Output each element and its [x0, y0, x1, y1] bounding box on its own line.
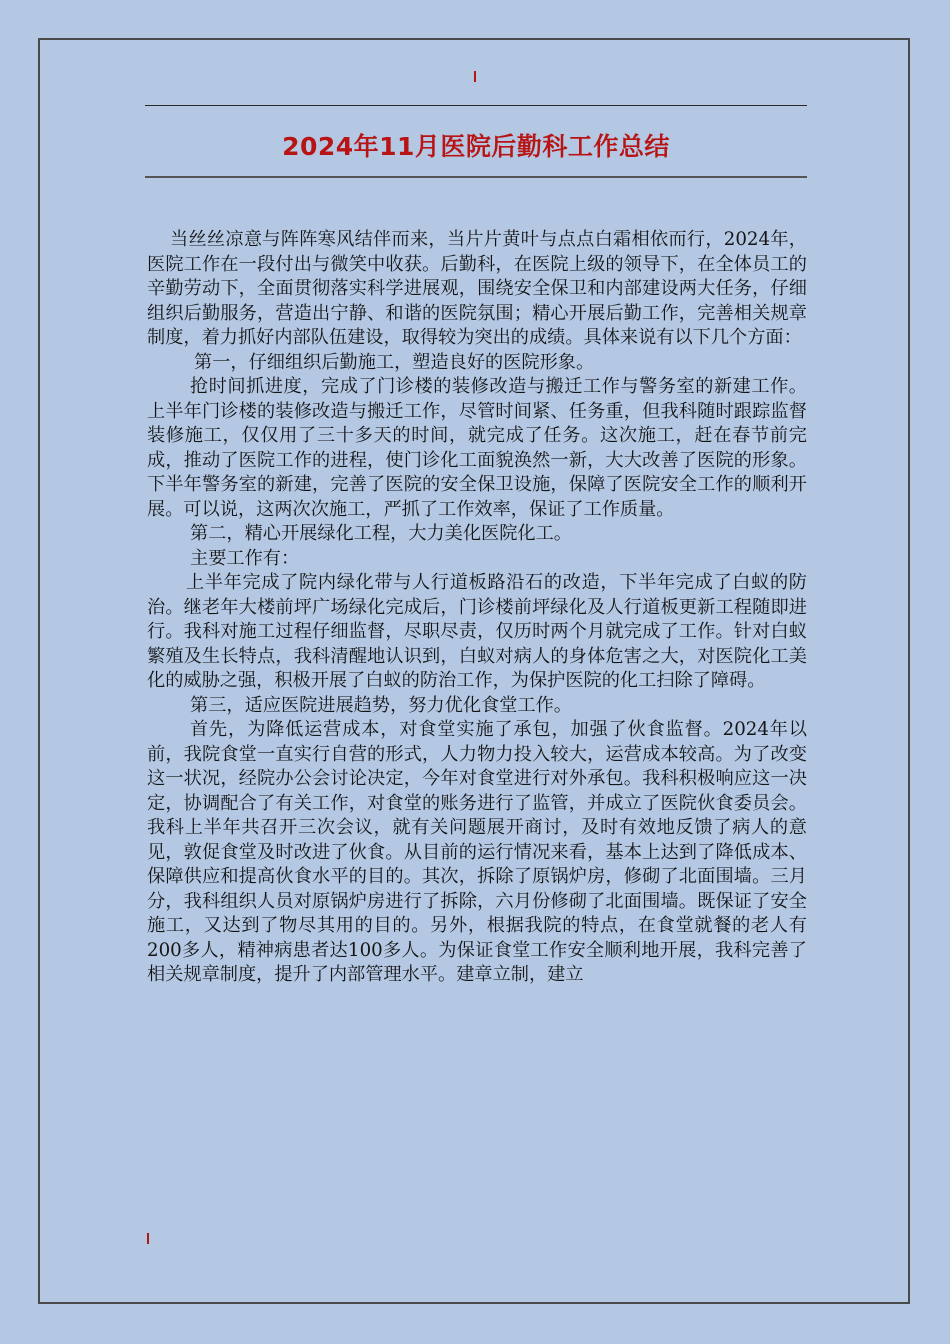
title-underline — [145, 176, 807, 178]
paragraph-section-3: 首先，为降低运营成本，对食堂实施了承包，加强了伙食监督。2024年以前，我院食堂一直实行自营的形式，人力物力投入较大，运营成本较高。为了改变这一状况，经院办公会讨论决定，今年对食堂进行对外承包。我科积极响应这一决定，协调配合了有关工作，对食堂的账务进行了监管，并成立了医院伙食委员会。我科上半年共召开三次会议，就有关问题展开商讨，及时有效地反馈了病人的意见，敦促食堂及时改进了伙食。从目前的运行情况来看，基本上达到了降低成本、保障供应和提高伙食水平的目的。其次，拆除了原锅炉房，修砌了北面围墙。三月分，我科组织人员对原锅炉房进行了拆除，六月份修砌了北面围墙。既保证了安全施工，又达到了物尽其用的目的。另外，根据我院的特点，在食堂就餐的老人有200多人，精神病患者达100多人。为保证食堂工作安全顺利地开展，我科完善了相关规章制度，提升了内部管理水平。建章立制，建立 — [147, 719, 807, 985]
paragraph-section-1: 抢时间抓进度，完成了门诊楼的装修改造与搬迁工作与警务室的新建工作。上半年门诊楼的装修改造与搬迁工作，尽管时间紧、任务重，但我科随时跟踪监督装修施工，仅仅用了三十多天的时间，就完成了任务。这次施工，赶在春节前完成，推动了医院工作的进程，使门诊化工面貌涣然一新，大大改善了医院的形象。下半年警务室的新建，完善了医院的安全保卫设施，保障了医院安全工作的顺利开展。可以说，这两次次施工，严抓了工作效率，保证了工作质量。 — [147, 376, 807, 520]
section-heading-2: 第二，精心开展绿化工程，大力美化医院化工。 — [190, 523, 572, 544]
footer-marker — [147, 1233, 149, 1244]
document-page — [38, 38, 910, 1304]
paragraph-intro: 当丝丝凉意与阵阵寒风结伴而来，当片片黄叶与点点白霜相依而行，2024年，医院工作在一段付出与微笑中收获。后勤科，在医院上级的领导下，在全体员工的辛勤劳动下，全面贯彻落实科学进展观，围绕安全保卫和内部建设两大任务，仔细组织后勤服务，营造出宁静、和谐的医院氛围；精心开展后勤工作，完善相关规章制度，着力抓好内部队伍建设，取得较为突出的成绩。具体来说有以下几个方面： — [147, 229, 807, 348]
paragraph-section-2: 上半年完成了院内绿化带与人行道板路沿石的改造，下半年完成了白蚁的防治。继老年大楼前坪广场绿化完成后，门诊楼前坪绿化及人行道板更新工程随即进行。我科对施工过程仔细监督，尽职尽责，仅历时两个月就完成了工作。针对白蚁繁殖及生长特点，我科清醒地认识到，白蚁对病人的身体危害之大，对医院化工美化的威胁之强，积极开展了白蚁的防治工作，为保护医院的化工扫除了障碍。 — [147, 572, 807, 691]
document-title: 2024年11月医院后勤科工作总结 — [282, 132, 670, 161]
document-body — [147, 228, 807, 988]
header-rule — [145, 105, 807, 106]
header-marker — [474, 71, 476, 82]
section-heading-1: 第一，仔细组织后勤施工，塑造良好的医院形象。 — [194, 351, 595, 373]
paragraph-subheading: 主要工作有： — [190, 547, 300, 569]
section-heading-3: 第三，适应医院进展趋势，努力优化食堂工作。 — [190, 694, 572, 716]
